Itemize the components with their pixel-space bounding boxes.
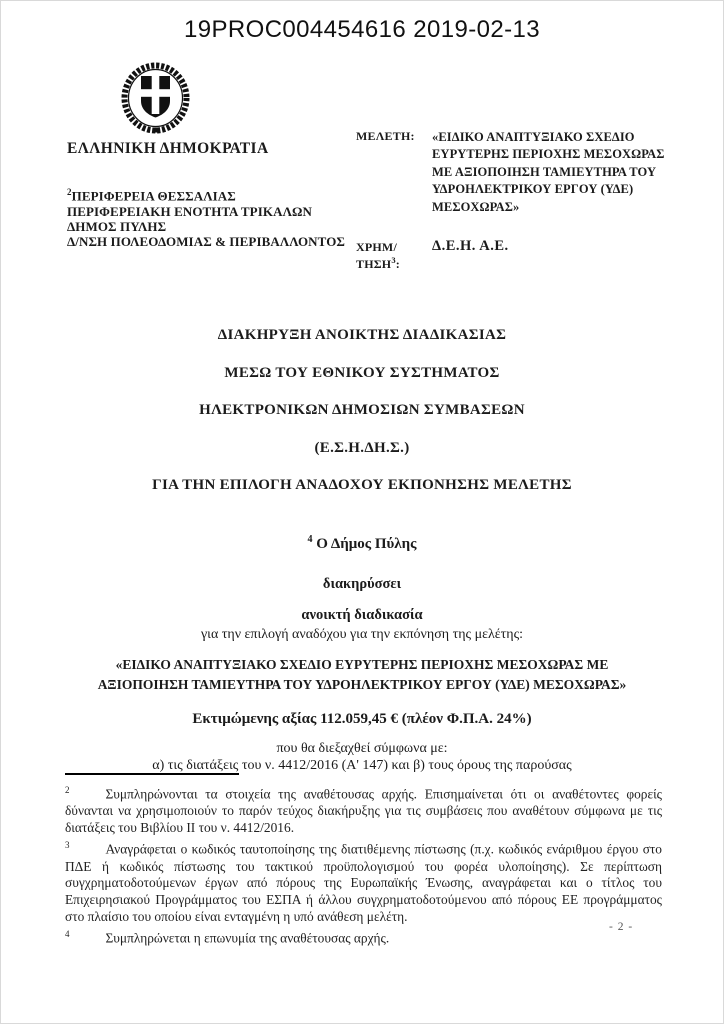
provisions-line: α) τις διατάξεις του ν. 4412/2016 (Α' 147) και β) τους όρους της παρούσας [152,758,572,773]
greek-coat-of-arms-logo [114,61,197,136]
estimated-value-line: Εκτιμώμενης αξίας 112.059,45 € (πλέον Φ.Π.Α. 24%) [192,711,532,727]
authority-municipality: ΔΗΜΟΣ ΠΥΛΗΣ [67,218,167,234]
main-title-block [1,327,723,515]
main-title-line: ΔΙΑΚΗΡΥΞΗ ΑΝΟΙΚΤΗΣ ΔΙΑΔΙΚΑΣΙΑΣ [217,327,507,343]
authority-department: Δ/ΝΣΗ ΠΟΛΕΟΔΟΜΙΑΣ & ΠΕΡΙΒΑΛΛΟΝΤΟΣ [67,233,346,249]
authority-country: ΕΛΛΗΝΙΚΗ ΔΗΜΟΚΡΑΤΙΑ [67,140,269,157]
footnote-ref-2: 2 [67,187,72,197]
project-block [356,129,678,272]
main-title-line: ΗΛΕΚΤΡΟΝΙΚΩΝ ΔΗΜΟΣΙΩΝ ΣΥΜΒΑΣΕΩΝ [199,402,525,418]
study-title-centered: «ΕΙΔΙΚΟ ΑΝΑΠΤΥΞΙΑΚΟ ΣΧΕΔΙΟ ΕΥΡΥΤΕΡΗΣ ΠΕΡΙΟΧΗΣ ΜΕΣΟΧΩΡΑΣ ΜΕ ΑΞΙΟΠΟΙΗΣΗ ΤΑΜΙΕΥΤΗΡΑ ΤΟΥ ΥΔΡΟΗΛΕΚΤΡΙΚΟΥ ΕΡΓΟΥ (ΥΔΕ) ΜΕΣΟΧΩΡΑΣ» [97,657,627,692]
main-title-line: (Ε.Σ.Η.ΔΗ.Σ.) [314,439,410,456]
footnote-separator-rule [65,773,239,775]
main-title-line: ΓΙΑ ΤΗΝ ΕΠΙΛΟΓΗ ΑΝΑΔΟΧΟΥ ΕΚΠΟΝΗΣΗΣ ΜΕΛΕΤΗΣ [152,477,572,493]
study-title: «ΕΙΔΙΚΟ ΑΝΑΠΤΥΞΙΑΚΟ ΣΧΕΔΙΟ ΕΥΡΥΤΕΡΗΣ ΠΕΡΙΟΧΗΣ ΜΕΣΟΧΩΡΑΣ ΜΕ ΑΞΙΟΠΟΙΗΣΗ ΤΑΜΙΕΥΤΗΡΑ ΤΟΥ ΥΔΡΟΗΛΕΚΤΡΙΚΟΥ ΕΡΓΟΥ (ΥΔΕ) ΜΕΣΟΧΩΡΑΣ» [432,130,665,214]
purpose-line: για την επιλογή αναδόχου για την εκπόνηση της μελέτης: [200,627,524,642]
main-title-line: ΜΕΣΩ ΤΟΥ ΕΘΝΙΚΟΥ ΣΥΣΤΗΜΑΤΟΣ [224,364,500,381]
municipality-line: $^4$ Ο Δήμος Πύλης [307,534,417,552]
authority-region: $^2$ΠΕΡΙΦΕΡΕΙΑ ΘΕΣΣΑΛΙΑΣ [67,187,236,204]
study-row [356,129,678,216]
authority-address-block [67,185,359,249]
footnote-4: $^4$ Συμπληρώνεται η επωνυμία της αναθέτουσας αρχής. [65,929,390,946]
footnote-2: $^2$ Συμπληρώνονται τα στοιχεία της αναθέτουσας αρχής. Επισημαίνεται ότι οι αναθέτοντες φορείς δύνανται να χρησιμοποιούν το παρόν τεύχος διακήρυξης για τις συμβάσεις που αναθέτουν σύμφωνα με τις διατάξεις του Βιβλίου ΙΙ του ν. 4412/2016. [65,785,662,836]
procedure-line: ανοικτή διαδικασία [301,607,423,623]
protocol-header: 19PROC004454616 2019-02-13 [184,16,540,43]
footnote-ref-3: 3 [391,255,396,266]
declares-line: διακηρύσσει [322,576,402,592]
page-number: - 2 - [609,921,634,933]
issuing-authority-block [67,61,359,249]
declaration-body [1,534,723,774]
funding-row [356,240,678,272]
footnote-3: $^3$ Αναγράφεται ο κωδικός ταυτοποίησης της διατιθέμενης πίστωσης (π.χ. κωδικός ενάριθμου έργου στο ΠΔΕ ή κωδικός πίστωσης του τακτικού προϋπολογισμού του φορέα υλοποίησης). Σε περίπτωση συγχρηματοδοτούμενων έργων από πόρους της Ευρωπαϊκής Ένωσης, αναγράφεται και ο τίτλος του Επιχειρησιακού Προγράμματος του ΕΣΠΑ ή άλλου συγχρηματοδοτούμενου από πόρους ΕΕ προγράμματος στο πλαίσιο του οποίου είναι ενταγμένη η υπό ανάθεση μελέτη. [65,840,662,925]
footnote-ref-4: 4 [307,534,313,545]
footnotes-section [65,773,662,948]
authority-unit: ΠΕΡΙΦΕΡΕΙΑΚΗ ΕΝΟΤΗΤΑ ΤΡΙΚΑΛΩΝ [67,203,312,219]
conducted-line: που θα διεξαχθεί σύμφωνα με: [276,741,448,756]
study-label: ΜΕΛΕΤΗ: [356,129,415,143]
funding-label: ΧΡΗΜ/ΤΗΣΗ$^3$: [356,240,400,272]
funding-value: Δ.Ε.Η. Α.Ε. [432,238,509,255]
